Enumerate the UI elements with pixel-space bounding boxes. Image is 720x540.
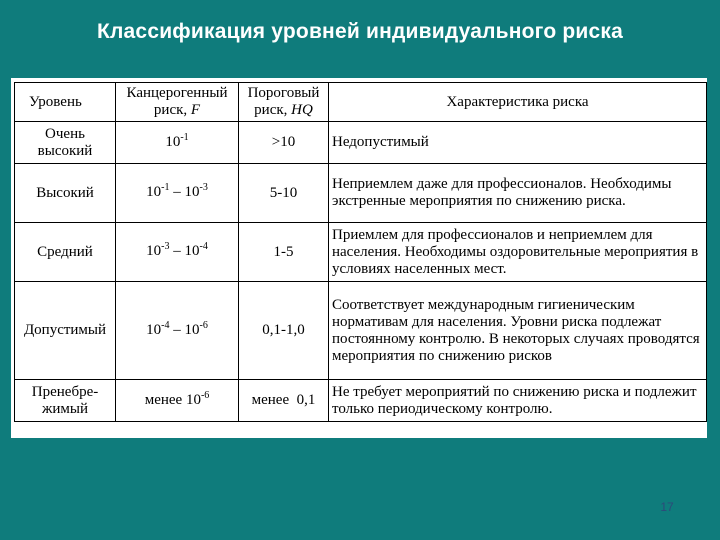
header-carcinogenic-line2: риск, [153,102,191,118]
table-panel [11,78,707,438]
carcinogenic-cell [116,223,239,282]
slide-title: Классификация уровней индивидуального риска [97,20,623,43]
carcinogenic-cell [116,380,239,422]
level-cell [15,380,116,422]
header-carcinogenic-symbol: F [190,102,201,118]
description-cell: Приемлем для профессионалов и неприемлем для населения. Необходимы оздоровительные мероприятия в условиях населенных мест. [329,223,707,282]
carc-separator: – 10 [169,243,200,259]
header-threshold-symbol: HQ [291,102,313,118]
carc-exponent-b: -6 [199,319,208,331]
carcinogenic-cell [116,164,239,223]
carc-prefix: менее 10 [144,391,201,408]
carc-exponent-a: -1 [161,182,170,193]
table-row [15,164,707,223]
page-number: 17 [660,500,674,514]
carc-separator: – 10 [169,321,200,338]
description-cell: Не требует мероприятий по снижению риска и подлежит только периодическому контролю. [329,380,707,422]
header-description: Характеристика риска [329,83,707,122]
header-threshold-line2: риск, [254,102,292,118]
carc-base: 10 [146,243,162,259]
risk-classification-table [14,82,707,422]
level-line2: высокий [37,142,93,159]
level-cell: Допустимый [15,282,116,380]
carcinogenic-cell [116,122,239,164]
header-level: Уровень [15,83,116,122]
carc-exponent: -6 [200,389,210,401]
header-threshold-risk [239,83,329,122]
description-cell: Неприемлем даже для профессионалов. Необходимы экстренные мероприятия по снижению риска. [329,164,707,223]
carc-exponent-a: -4 [161,319,170,331]
threshold-cell: 0,1-1,0 [239,282,329,380]
carcinogenic-cell [116,282,239,380]
threshold-cell: >10 [239,122,329,164]
carc-base: 10 [146,184,162,200]
threshold-cell: 1-5 [239,223,329,282]
description-cell: Соответствует международным гигиеническим нормативам для населения. Уровни риска подлежат постоянному контролю. В некоторых случаях проводятся мероприятия по снижению рисков [329,282,707,380]
carc-exponent-b: -3 [199,182,208,193]
header-carcinogenic-line1: Канцерогенный [126,85,228,101]
table-row [15,223,707,282]
level-line1: Очень [45,125,85,142]
table-row [15,122,707,164]
level-line1: Пренебре- [31,383,99,400]
table-row [15,282,707,380]
header-row [15,83,707,122]
table-row [15,380,707,422]
level-line2: жимый [42,400,88,417]
header-carcinogenic-risk [116,83,239,122]
level-cell: Средний [15,223,116,282]
carc-exponent-b: -4 [199,241,208,252]
description-cell: Недопустимый [329,122,707,164]
threshold-cell: 5-10 [239,164,329,223]
carc-base: 10 [146,321,162,338]
carc-exponent: -1 [180,131,189,143]
level-cell [15,122,116,164]
header-threshold-line1: Пороговый [247,85,320,101]
level-cell: Высокий [15,164,116,223]
carc-base: 10 [165,133,181,150]
carc-separator: – 10 [169,184,200,200]
threshold-cell: менее 0,1 [239,380,329,422]
carc-exponent-a: -3 [161,241,170,252]
